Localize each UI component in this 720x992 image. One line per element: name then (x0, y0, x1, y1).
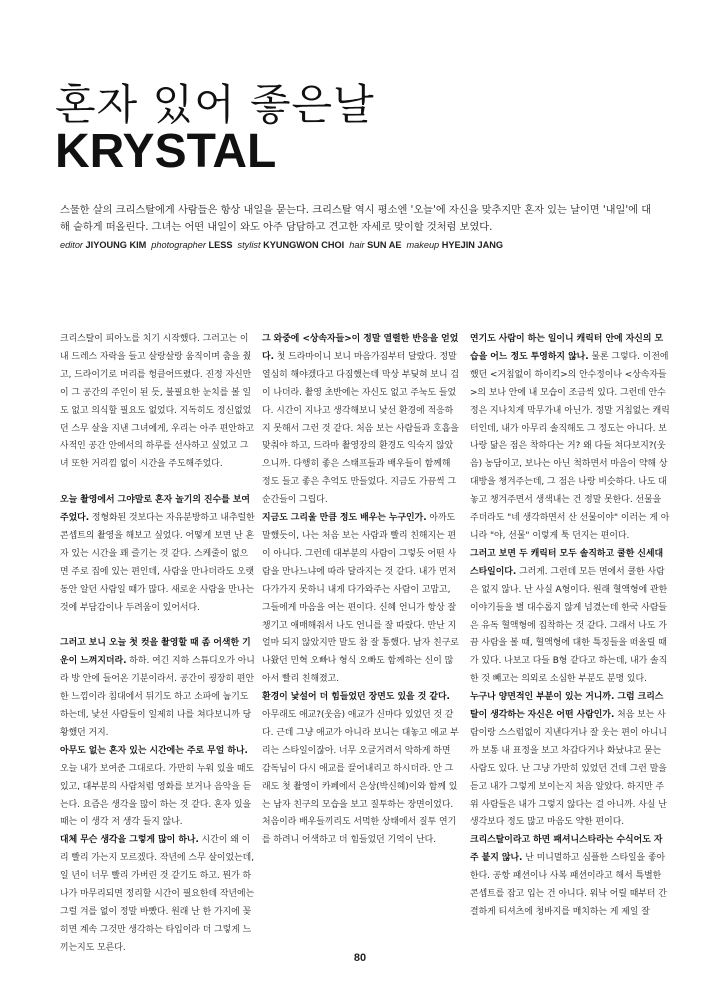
interview-question: 연기도 사람이 하는 일이니 캐릭터 안에 자신의 모습을 어느 정도 투영하지 않나. (470, 334, 664, 362)
credit-name: JIYOUNG KIM (85, 240, 147, 250)
interview-question: 대체 무슨 생각을 그렇게 많이 하나. (60, 835, 199, 846)
credit-name: SUN AE (367, 240, 402, 250)
interview-question: 그 와중에 <상속자들>이 정말 열렬한 반응을 얻었다. (262, 334, 459, 362)
text-column-1 (60, 331, 256, 958)
body-paragraph (262, 331, 460, 510)
body-paragraph (470, 689, 670, 832)
interview-question: 환경이 낯설어 더 힘들었던 장면도 있을 것 같다. (262, 692, 450, 703)
text-column-3 (470, 331, 670, 922)
intro-paragraph: 스물한 살의 크리스탈에게 사람들은 항상 내일을 묻는다. 크리스탈 역시 평소엔 '오늘'에 자신을 맞추지만 혼자 있는 날이면 '내일'에 대해 숱하게 떠올린다. 그녀는 어떤 내일이 와도 아주 담담하고 견고한 자세로 맞이할 것처럼 보였다. (60, 205, 652, 233)
interview-answer: 정형화된 것보다는 자유분방하고 내추럴한 콘셉트의 촬영을 해보고 싶었다. 어떻게 보면 난 혼자 있는 시간을 꽤 즐기는 것 같다. 스케줄이 없으면 주로 집에 있는 편인데, 사람을 만나더라도 오랫동안 알던 사람일 때가 많다. 새로운 사람을 만나는 것에 부담감이나 두려움이 있어서다. (60, 513, 255, 613)
body-paragraph (470, 832, 670, 922)
interview-answer: 아무래도 애교?(웃음) 애교가 신마다 있었던 것 같다. 근데 그냥 애교가 아니라 보니는 대놓고 애교 부리는 스타일이잖아. 너무 오글거려서 악하게 하면 감독님이 다시 애교를 끌어내리고 하시더라. 안 그래도 첫 촬영이 카페에서 은상(박신혜)이와 함께 있는 남자 친구의 모습을 보고 질투하는 장면이었다. 처음이라 배우들끼리도 서먹한 상태에서 질투 연기를 하려니 어색하고 더 힘들었던 기억이 난다. (262, 710, 459, 846)
body-paragraph (60, 635, 256, 742)
credit-role: photographer (151, 240, 206, 250)
page-title-korean: 혼자 있어 좋은날 (55, 80, 375, 129)
interview-question: 크리스탈이라고 하면 패셔니스타라는 수식어도 자주 붙지 않나. (470, 835, 663, 864)
interview-question: 오늘 촬영에서 그야말로 혼자 놀기의 진수를 보여주었다. (60, 495, 251, 524)
interview-answer: 오늘 내가 보여준 그대로다. 가만히 누워 있을 때도 있고, 대부분의 사람처럼 영화를 보거나 음악을 듣는다. 요즘은 생각을 많이 하는 것 같다. 혼자 있을 때는 이 생각 저 생각 들지 않나. (60, 763, 255, 828)
body-paragraph (60, 832, 256, 957)
credit-role: makeup (406, 240, 440, 250)
interview-question: 그러고 보니 오늘 첫 컷을 촬영할 때 좀 어색한 기운이 느껴지더라. (60, 638, 251, 667)
credit-role: stylist (237, 240, 261, 250)
interview-answer: 하하. 여긴 지하 스튜디오가 아니라 방 안에 들어온 기분이라서. 공간이 굉장히 편안한 느낌이라 침대에서 뒤기도 하고 소파에 눕기도 하는데, 낯선 사람들이 일제히 나를 쳐다보니까 당황했던 거지. (60, 656, 255, 738)
interview-answer: 처음 보는 사람이랑 스스럼없이 지낸다거나 잘 웃는 편이 아니니까 보통 내 표정을 보고 차갑다거나 화났냐고 묻는 사람도 있다. 난 그냥 가만히 있었던 건데 그런 말을 듣고 내가 그렇게 보이는지 처음 알았다. 하지만 주위 사람들은 내가 그렇지 않다는 걸 아니까. 사실 난 생각보다 정도 많고 마음도 약한 편이다. (470, 710, 667, 828)
interview-answer: 그러게. 그런데 모든 면에서 쿨한 사람은 없지 않나. 난 사실 A형이다. 원래 혈액형에 관한 이야기들을 별 대수롭지 않게 넘겼는데 한국 사람들은 유독 혈액형에 집착하는 것 같다. 그래서 나도 가끔 사람을 볼 때, 혈액형에 대한 특징들을 떠올릴 때가 있다. 나보고 다들 B형 같다고 하는데, 내가 솔직한 것 빼고는 의외로 소심한 부분도 분명 있다. (470, 566, 668, 685)
interview-answer: 첫 드라마이니 보니 마음가짐부터 달랐다. 정말 열심히 해야겠다고 다짐했는데 막상 부딪혀 보니 겁이 나더라. 촬영 초반에는 자신도 없고 주눅도 들었다. 시간이 지나고 생각해보니 낯선 환경에 적응하지 못해서 그런 것 같다. 처음 보는 사람들과 호흡을 맞춰야 하고, 드라마 촬영장의 환경도 익숙지 않았으니까. 다행히 좋은 스태프들과 배우들이 함께해 정도 들고 좋은 추억도 만들었다. 지금도 가끔씩 그 순간들이 그립다. (262, 351, 459, 506)
body-paragraph (262, 510, 460, 689)
interview-answer: 시간이 왜 이리 빨리 가는지 모르겠다. 작년에 스무 살이었는데, 일 년이 너무 빨리 가버린 것 같기도 하고. 뭔가 하나가 마무리되면 정리할 시간이 필요한데 작년에는 그럴 겨를 없이 정말 바빴다. 원래 난 한 가지에 꽂히면 계속 그것만 생각하는 타입이라 더 그렇게 느끼는지도 모른다. (60, 835, 255, 953)
interview-question: 그러고 보면 두 캐릭터 모두 솔직하고 쿨한 신세대 스타일이다. (470, 548, 664, 577)
credits-line (60, 240, 680, 250)
body-paragraph (60, 331, 256, 474)
text-column-2 (262, 331, 460, 850)
page-title-english: KRYSTAL (55, 125, 277, 178)
interview-answer: 물론 그렇다. 이전에 했던 <거침없이 하이킥>의 안수정이나 <상속자들>의 보나 안에 내 모습이 조금씩 있다. 그런데 안수정은 지나치게 막무가내 아닌가. 정말 거침없는 캐릭터인데, 내가 아무리 솔직해도 그 정도는 아니다. 보나랑 닮은 점은 착하다는 거? 왜 다들 쳐다보지?(웃음) 농담이고, 보나는 아닌 척하면서 마음이 약해 상대방을 챙겨주는데, 그 점은 나랑 비슷하다. 나도 대놓고 챙겨주면서 생색내는 건 정말 못한다. 선물을 주더라도 "네 생각하면서 산 선물이야" 이러는 게 아니라 "야, 선물" 이렇게 툭 던지는 편이다. (470, 351, 670, 541)
interview-question: 지금도 그리울 만큼 정도 배우는 누구인가. (262, 513, 427, 524)
interview-answer: 아까도 말했듯이, 나는 처음 보는 사람과 빨리 친해지는 편이 아니다. 그런데 대부분의 사람이 그렇듯 어떤 사람을 만나느냐에 따라 달라지는 것 같다. 내가 먼저 다가가지 못하니 내게 다가와주는 사람이 고맙고, 그들에게 마음을 여는 편이다. 신혜 언니가 항상 잘 챙기고 애매해줘서 나도 언니를 잘 따랐다. 만난 지 얼마 되지 않았지만 말도 참 잘 통했다. 남자 친구로 나왔던 민혁 오빠나 형식 오빠도 함께하는 신이 많아서 빨리 친해졌고. (262, 513, 459, 685)
credit-role: editor (60, 240, 83, 250)
page-number: 80 (353, 952, 367, 964)
body-paragraph (262, 689, 460, 850)
body-paragraph (470, 331, 670, 546)
body-paragraph (60, 743, 256, 833)
interview-answer: 난 미니멀하고 심플한 스타일을 좋아한다. 공항 패션이나 사복 패션이라고 해서 특별한 콘셉트를 잡고 입는 건 아니다. 워낙 어릴 때부터 간결하게 티셔츠에 청바지를 매치하는 게 제일 잘 (470, 853, 667, 917)
credit-role: hair (349, 240, 365, 250)
credit-name: LESS (208, 240, 233, 250)
body-paragraph (470, 546, 670, 689)
credit-name: KYUNGWON CHOI (263, 240, 345, 250)
body-paragraph (60, 492, 256, 617)
credit-name: HYEJIN JANG (441, 240, 504, 250)
interview-answer: 크리스탈이 피아노를 치기 시작했다. 그러고는 이내 드레스 자락을 들고 살랑살랑 움직이며 춤을 췄고, 드라이기로 머리를 헝클어뜨렸다. 진정 자신만이 그 공간의 주인이 된 듯, 불필요한 눈치를 볼 일도 없고 의식할 필요도 없었다. 지독히도 정신없었던 스무 살을 지낸 그녀에게, 우리는 아주 편안하고 사적인 공간 안에서의 하루를 선사하고 싶었고 그녀 또한 거리낌 없이 시간을 주도해주었다. (60, 334, 255, 470)
interview-question: 누구나 양면적인 부분이 있는 거니까. 그럼 크리스탈이 생각하는 자신은 어떤 사람인가. (470, 692, 664, 721)
interview-question: 아무도 없는 혼자 있는 시간에는 주로 무얼 하나. (60, 745, 248, 756)
